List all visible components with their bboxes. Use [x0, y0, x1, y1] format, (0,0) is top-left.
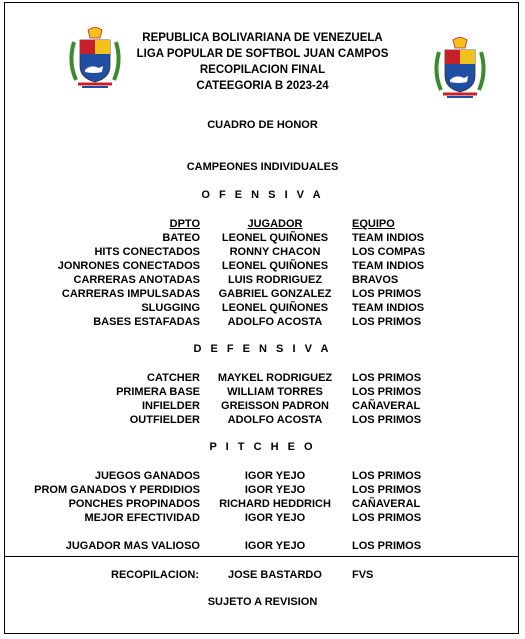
header-league: LIGA POPULAR DE SOFTBOL JUAN CAMPOS [136, 48, 389, 60]
column-headers [0, 217, 525, 231]
row-dept: PRIMERA BASE [116, 386, 200, 398]
row-team: LOS PRIMOS [352, 512, 422, 524]
mvp-team: LOS PRIMOS [352, 540, 422, 552]
footer-divider [5, 556, 518, 557]
row-team: CAÑAVERAL [352, 498, 421, 510]
header-team: EQUIPO [352, 218, 395, 230]
row-team: TEAM INDIOS [352, 260, 425, 272]
row-team: LOS PRIMOS [352, 372, 422, 384]
defense-title: D E F E N S I V A [193, 343, 332, 355]
table-row [0, 259, 525, 273]
table-row [0, 511, 525, 525]
table-row [0, 413, 525, 427]
table-row [0, 497, 525, 511]
table-row [0, 245, 525, 259]
row-team: TEAM INDIOS [352, 232, 425, 244]
row-player: LEONEL QUIÑONES [221, 302, 329, 314]
row-team: TEAM INDIOS [352, 302, 425, 314]
row-dept: MEJOR EFECTIVIDAD [84, 512, 200, 524]
compiler-org: FVS [352, 569, 374, 581]
review-note: SUJETO A REVISION [207, 596, 318, 608]
row-team: LOS PRIMOS [352, 414, 422, 426]
header-player: JUGADOR [247, 218, 303, 230]
row-player: IGOR YEJO [244, 512, 306, 524]
row-team: CAÑAVERAL [352, 400, 421, 412]
table-row [0, 483, 525, 497]
mvp-player: IGOR YEJO [244, 540, 306, 552]
table-row [0, 287, 525, 301]
compilation-row [0, 568, 525, 582]
row-dept: JUEGOS GANADOS [94, 470, 200, 482]
row-team: LOS PRIMOS [352, 316, 422, 328]
row-player: RONNY CHACON [229, 246, 321, 258]
row-dept: CATCHER [147, 372, 200, 384]
row-dept: OUTFIELDER [129, 414, 200, 426]
mvp-dept: JUGADOR MAS VALIOSO [65, 540, 200, 552]
header-category: CATEEGORIA B 2023-24 [196, 80, 329, 92]
mvp-row [0, 539, 525, 553]
header-report-title: RECOPILACION FINAL [199, 64, 326, 76]
table-row [0, 399, 525, 413]
table-row [0, 273, 525, 287]
offense-title: O F E N S I V A [201, 189, 324, 201]
table-row [0, 231, 525, 245]
row-player: IGOR YEJO [244, 470, 306, 482]
row-player: LEONEL QUIÑONES [221, 232, 329, 244]
row-player: WILLIAM TORRES [227, 386, 323, 398]
table-row [0, 315, 525, 329]
row-player: LUIS RODRIGUEZ [227, 274, 323, 286]
honor-title: CUADRO DE HONOR [207, 119, 318, 131]
individual-title: CAMPEONES INDIVIDUALES [186, 161, 339, 173]
row-player: LEONEL QUIÑONES [221, 260, 329, 272]
row-team: LOS PRIMOS [352, 288, 422, 300]
row-team: BRAVOS [352, 274, 399, 286]
header-dept: DPTO [169, 218, 200, 230]
row-dept: HITS CONECTADOS [94, 246, 200, 258]
table-row [0, 371, 525, 385]
row-team: LOS PRIMOS [352, 470, 422, 482]
row-player: GABRIEL GONZALEZ [218, 288, 332, 300]
row-team: LOS PRIMOS [352, 386, 422, 398]
table-row [0, 301, 525, 315]
row-dept: CARRERAS ANOTADAS [73, 274, 200, 286]
row-player: ADOLFO ACOSTA [227, 316, 323, 328]
row-dept: CARRERAS IMPULSADAS [61, 288, 200, 300]
table-row [0, 385, 525, 399]
document-header [0, 30, 525, 94]
row-player: GREISSON PADRON [221, 400, 329, 412]
row-dept: INFIELDER [141, 400, 200, 412]
row-player: MAYKEL RODRIGUEZ [217, 372, 333, 384]
row-player: ADOLFO ACOSTA [227, 414, 323, 426]
compilation-label: RECOPILACION: [111, 569, 199, 581]
row-dept: JONRONES CONECTADOS [57, 260, 200, 272]
row-dept: BASES ESTAFADAS [93, 316, 200, 328]
compiler-name: JOSE BASTARDO [228, 569, 322, 581]
row-player: RICHARD HEDDRICH [219, 498, 331, 510]
row-dept: PONCHES PROPINADOS [68, 498, 200, 510]
row-team: LOS PRIMOS [352, 484, 422, 496]
row-dept: SLUGGING [141, 302, 200, 314]
row-team: LOS COMPAS [352, 246, 426, 258]
row-dept: BATEO [162, 232, 200, 244]
header-country: REPUBLICA BOLIVARIANA DE VENEZUELA [142, 32, 383, 44]
pitching-title: P I T C H E O [209, 441, 316, 453]
table-row [0, 469, 525, 483]
row-player: IGOR YEJO [244, 484, 306, 496]
row-dept: PROM GANADOS Y PERDIDIOS [34, 484, 200, 496]
